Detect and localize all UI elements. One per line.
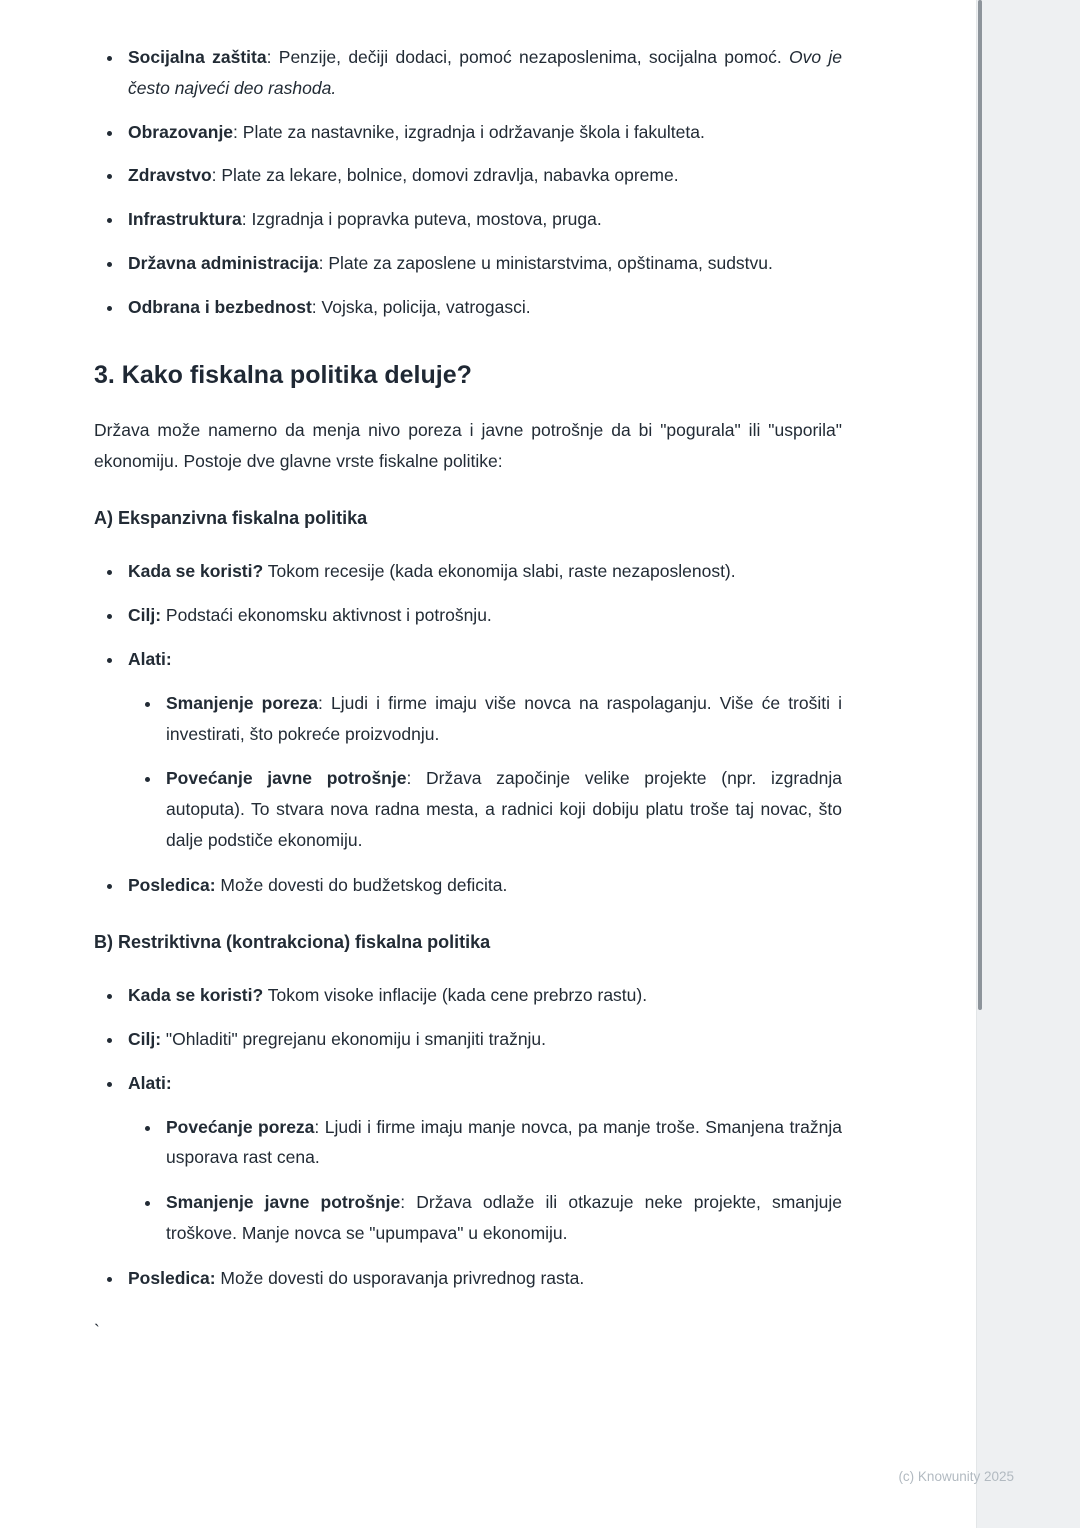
item-italic-note: Ovo je često najveći deo rashoda. [128,47,842,98]
list-item [124,248,842,279]
item-text: : Plate za nastavnike, izgradnja i održavanje škola i fakulteta. [233,121,705,142]
item-text: Može dovesti do usporavanja privrednog rasta. [215,1267,585,1288]
list-item [162,688,842,750]
list-item [162,763,842,855]
item-lead: Alati: [128,1072,172,1093]
item-lead: Posledica: [128,1267,216,1288]
list-item [124,1263,842,1294]
watermark: (c) Knowunity 2025 [898,1469,1014,1484]
item-text: : Plate za zaposlene u ministarstvima, opštinama, sudstvu. [318,252,773,273]
item-text: : Izgradnja i popravka puteva, mostova, pruga. [241,209,602,230]
item-text: : Penzije, dečiji dodaci, pomoć nezaposlenima, socijalna pomoć. [266,47,789,67]
list-item [124,1068,842,1249]
item-text: : Ljudi i firme imaju više novca na raspolaganju. Više će trošiti i investirati, što pokreće proizvodnju. [166,692,842,744]
list-item [124,160,842,191]
list-item [124,644,842,856]
list-item [124,870,842,901]
list-item [124,42,842,104]
stray-backtick-character: ` [94,1320,100,1341]
list-item [162,1187,842,1249]
item-text: Podstaći ekonomsku aktivnost i potrošnju. [161,605,492,626]
restrictive-tools-list [128,1112,842,1249]
subsection-a-title [94,503,842,535]
item-text: : Plate za lekare, bolnice, domovi zdravlja, nabavka opreme. [211,165,679,186]
document-content [94,42,842,1346]
section-heading: 3. Kako fiskalna politika deluje? [94,360,472,389]
subsection-b-title [94,927,842,959]
list-item [124,1024,842,1055]
item-lead: Državna administracija [128,252,319,273]
item-lead: Odbrana i bezbednost [128,296,312,317]
item-lead: Cilj: [128,1028,162,1049]
item-text: Može dovesti do budžetskog deficita. [215,874,508,895]
item-text: Tokom visoke inflacije (kada cene prebrzo rastu). [263,985,648,1006]
list-item [162,1112,842,1174]
item-lead: Cilj: [128,605,162,626]
subsection-a-title-text: A) Ekspanzivna fiskalna politika [94,507,368,528]
budget-items-list [94,42,842,323]
item-text: : Vojska, policija, vatrogasci. [311,296,531,317]
item-lead: Povećanje poreza [166,1116,315,1137]
list-item [124,556,842,587]
list-item [124,204,842,235]
intro-paragraph: Država može namerno da menja nivo poreza i javne potrošnje da bi "pogurala" ili "usporila" ekonomiju. Postoje dve glavne vrste fiskalne politike: [94,420,842,471]
expansionary-tools-list [128,688,842,856]
item-text: : Ljudi i firme imaju manje novca, pa manje troše. Smanjena tražnja usporava rast cena. [166,1116,842,1168]
item-lead: Infrastruktura [128,209,242,230]
subsection-b-title-text: B) Restriktivna (kontrakciona) fiskalna politika [94,931,491,952]
item-text: "Ohladiti" pregrejanu ekonomiju i smanjiti tražnju. [161,1028,547,1049]
item-lead: Kada se koristi? [128,561,264,582]
list-item [124,117,842,148]
item-lead: Povećanje javne potrošnje [166,768,407,789]
item-lead: Smanjenje poreza [166,692,319,713]
item-lead: Obrazovanje [128,121,234,142]
item-text: : Država započinje velike projekte (npr. izgradnja autoputa). To stvara nova radna mesta, a radnici koji dobiju platu troše taj novac, što dalje podstiče ekonomiju. [166,768,842,850]
list-item [124,600,842,631]
list-item [124,980,842,1011]
item-lead: Zdravstvo [128,165,212,186]
expansionary-policy-list [94,556,842,900]
item-lead: Kada se koristi? [128,985,264,1006]
restrictive-policy-list [94,980,842,1293]
scrollbar-track[interactable] [976,0,1080,1528]
item-lead: Posledica: [128,874,216,895]
scrollbar-thumb[interactable] [978,0,982,1010]
item-lead: Smanjenje javne potrošnje [166,1192,401,1213]
list-item [124,292,842,323]
item-lead: Socijalna zaštita [128,47,267,67]
item-lead: Alati: [128,648,172,669]
item-text: : Država odlaže ili otkazuje neke projekte, smanjuje troškove. Manje novca se "upumpava" u ekonomiju. [166,1192,843,1243]
item-text: Tokom recesije (kada ekonomija slabi, raste nezaposlenost). [263,561,736,582]
